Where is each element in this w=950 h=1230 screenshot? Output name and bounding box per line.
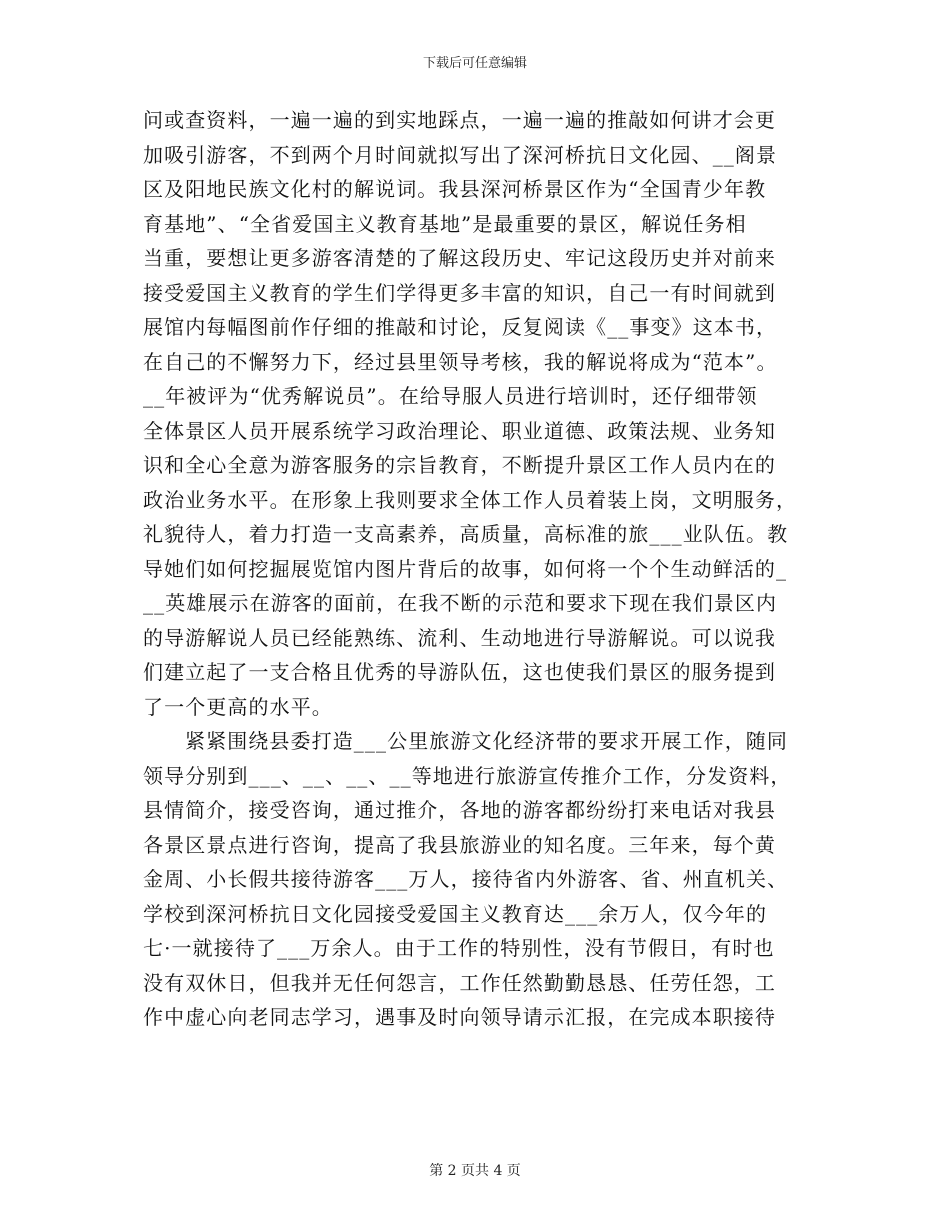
text-line: 区及阳地民族文化村的解说词。我县深河桥景区作为“全国青少年教 — [143, 177, 767, 201]
text-line: __年被评为“优秀解说员”。在给导服人员进行培训时，还仔细带领 — [143, 384, 758, 408]
text-line: 展馆内每幅图前作仔细的推敲和讨论，反复阅读《__事变》这本书， — [143, 315, 778, 339]
text-line: 问或查资料，一遍一遍的到实地踩点，一遍一遍的推敲如何讲才会更 — [143, 108, 776, 132]
text-line: 没有双休日，但我并无任何怨言，工作任然勤勤恳恳、任劳任怨，工 — [143, 970, 776, 995]
text-line: 作中虚心向老同志学习，遇事及时向领导请示汇报，在完成本职接待 — [143, 1005, 776, 1029]
text-line: 学校到深河桥抗日文化园接受爱国主义教育达___余万人，仅今年的 — [143, 901, 768, 926]
text-line: 金周、小长假共接待游客___万人，接待省内外游客、省、州直机关、 — [143, 867, 789, 891]
text-line: 七·一就接待了___万余人。由于工作的特别性，没有节假日，有时也 — [143, 936, 775, 960]
text-line: 政治业务水平。在形象上我则要求全体工作人员着装上岗，文明服务， — [143, 487, 798, 512]
text-line: __英雄展示在游客的面前，在我不断的示范和要求下现在我们景区内 — [143, 591, 778, 615]
text-line: 当重，要想让更多游客清楚的了解这段历史、牢记这段历史并对前来 — [143, 246, 776, 270]
text-line: 各景区景点进行咨询，提高了我县旅游业的知名度。三年来，每个黄 — [143, 832, 776, 857]
page-footer: 第 2 页共 4 页 — [429, 1163, 521, 1179]
body-text — [143, 103, 823, 1035]
text-line: 领导分别到___、__、__、__等地进行旅游宣传推介工作，分发资料， — [143, 763, 792, 788]
text-line: 育基地”、“全省爱国主义教育基地”是最重要的景区，解说任务相 — [143, 211, 747, 236]
text-line: 的导游解说人员已经能熟练、流利、生动地进行导游解说。可以说我 — [143, 625, 776, 650]
text-line: 识和全心全意为游客服务的宗旨教育，不断提升景区工作人员内在的 — [143, 453, 776, 477]
text-line: 导她们如何挖掘展览馆内图片背后的故事，如何将一个个生动鲜活的_ — [143, 556, 788, 581]
text-line: 礼貌待人，着力打造一支高素养，高质量，高标准的旅___业队伍。教 — [143, 522, 789, 546]
text-line: 了一个更高的水平。 — [143, 694, 333, 719]
text-line: 县情简介，接受咨询，通过推介，各地的游客都纷纷打来电话对我县 — [143, 798, 776, 822]
paragraph-start-line: 紧紧围绕县委打造___公里旅游文化经济带的要求开展工作，随同 — [185, 729, 788, 753]
text-line: 在自己的不懈努力下，经过县里领导考核，我的解说将成为“范本”。 — [143, 349, 778, 374]
page-header: 下载后可任意编辑 — [422, 56, 527, 71]
text-line: 们建立起了一支合格且优秀的导游队伍，这也使我们景区的服务提到 — [143, 660, 776, 684]
text-line: 接受爱国主义教育的学生们学得更多丰富的知识，自己一有时间就到 — [143, 280, 776, 305]
text-line: 加吸引游客，不到两个月时间就拟写出了深河桥抗日文化园、__阁景 — [143, 142, 778, 167]
text-line: 全体景区人员开展系统学习政治理论、职业道德、政策法规、业务知 — [143, 418, 776, 443]
